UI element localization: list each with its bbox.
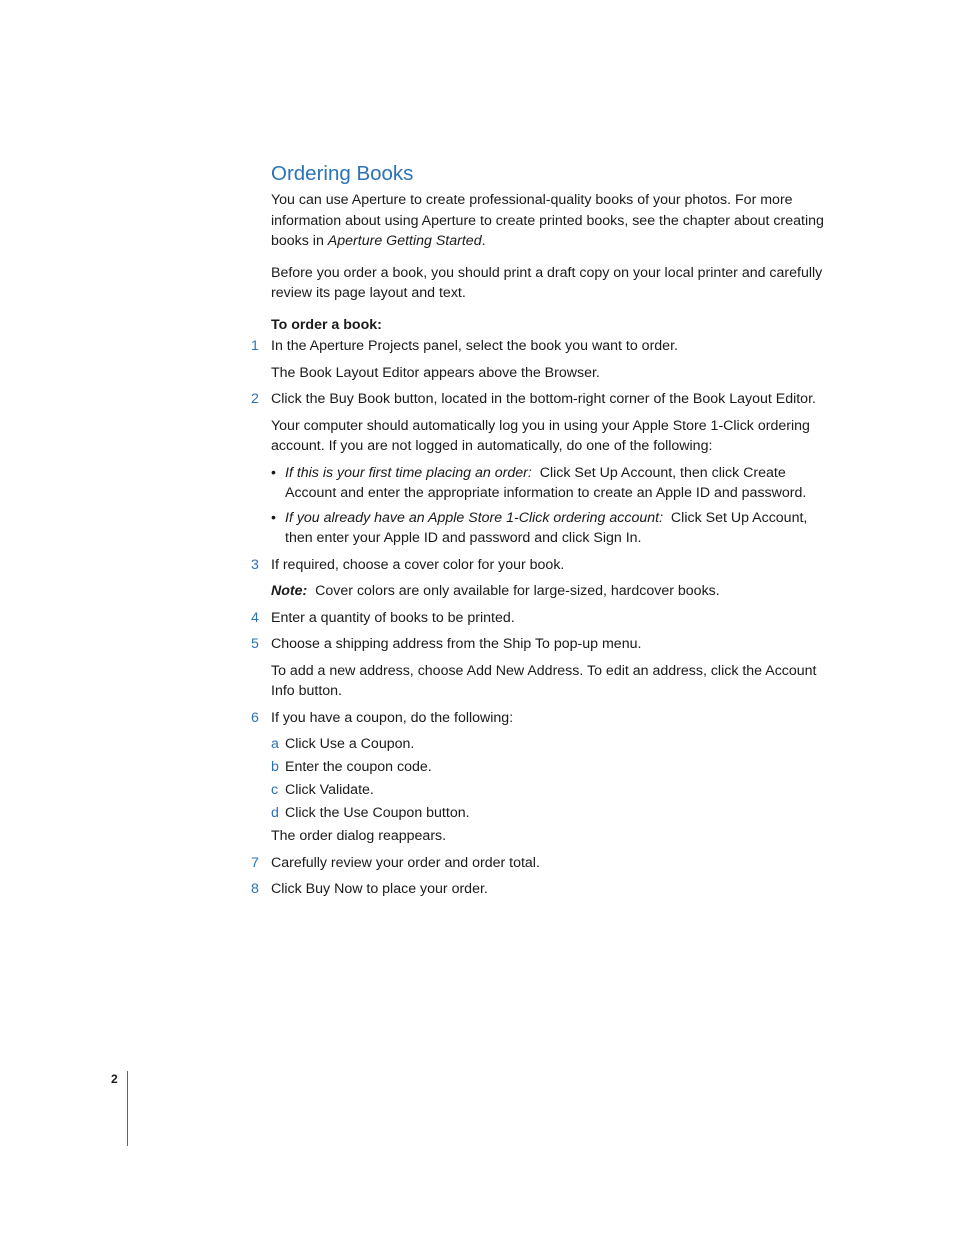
bullet-icon: •: [271, 464, 276, 481]
step-note: [271, 581, 831, 602]
substep-text: Click Validate.: [285, 782, 374, 798]
option-condition: If you already have an Apple Store 1-Click ordering account:: [285, 509, 664, 526]
substep-b: [271, 757, 831, 778]
substep-letter: b: [271, 759, 279, 775]
note-label: Note:: [271, 583, 308, 599]
page-content: [251, 160, 831, 906]
step-text: Click Buy Now to place your order.: [271, 881, 488, 897]
step-number: 7: [251, 854, 259, 871]
step-number: 4: [251, 609, 259, 626]
step-text: Enter a quantity of books to be printed.: [271, 609, 515, 626]
substep-letter: d: [271, 805, 279, 821]
step-result: The order dialog reappears.: [271, 828, 447, 844]
substep-c: [271, 780, 831, 801]
step-1: [251, 336, 831, 383]
margin-rule: [127, 1071, 128, 1146]
list-item: [271, 463, 831, 504]
step-number: 8: [251, 881, 259, 897]
step-number: 6: [251, 709, 259, 726]
procedure-heading: To order a book:: [271, 316, 382, 333]
substep-text: Enter the coupon code.: [285, 759, 432, 775]
intro-paragraph-1: [271, 190, 831, 252]
option-text: Click Set Up Account, then enter your Apple ID and password and click Sign In.: [285, 509, 808, 546]
intro-paragraph-2: Before you order a book, you should print a draft copy on your local printer and carefully review its page layout and text.: [271, 264, 823, 301]
step-number: 1: [251, 338, 259, 354]
step-result: Your computer should automatically log you in using your Apple Store 1-Click ordering account. If you are not logged in automatically, do one of the following:: [271, 417, 810, 454]
substep-letter: a: [271, 736, 279, 752]
step-3: [251, 555, 831, 602]
step-text: Carefully review your order and order total.: [271, 854, 540, 871]
step-text: Choose a shipping address from the Ship To pop-up menu.: [271, 636, 642, 652]
step-6: [251, 708, 831, 847]
step-8: [251, 879, 831, 900]
step-number: 5: [251, 636, 259, 652]
substep-text: Click Use a Coupon.: [285, 736, 415, 752]
page-number: 2: [111, 1072, 118, 1086]
intro-text: You can use Aperture to create professional-quality books of your photos. For more information about using Aperture to create printed books, see the chapter about creating books in: [271, 192, 824, 249]
substep-text: Click the Use Coupon button.: [285, 805, 470, 821]
note-text: Cover colors are only available for large-sized, hardcover books.: [315, 583, 720, 599]
step-text: If required, choose a cover color for your book.: [271, 556, 565, 573]
step-5: [251, 634, 831, 702]
book-title-reference: Aperture Getting Started: [327, 233, 482, 249]
step-result: To add a new address, choose Add New Address. To edit an address, click the Account Info button.: [271, 662, 817, 699]
step-text: If you have a coupon, do the following:: [271, 709, 514, 726]
step-4: [251, 608, 831, 629]
bullet-icon: •: [271, 509, 276, 526]
step-result: The Book Layout Editor appears above the Browser.: [271, 364, 600, 381]
step-7: [251, 853, 831, 874]
list-item: [271, 508, 831, 549]
options-list: [271, 463, 831, 549]
step-2: [251, 389, 831, 555]
section-title: Ordering Books: [271, 162, 414, 185]
intro-period: .: [481, 233, 486, 249]
substep-d: [271, 803, 831, 824]
step-text: Click the Buy Book button, located in the bottom-right corner of the Book Layout Editor.: [271, 391, 816, 407]
step-number: 2: [251, 391, 259, 407]
step-number: 3: [251, 556, 259, 573]
option-text: Click Set Up Account, then click Create Account and enter the appropriate information to create an Apple ID and password.: [285, 464, 807, 501]
substep-a: [271, 734, 831, 755]
option-condition: If this is your first time placing an order:: [285, 464, 532, 481]
step-text: In the Aperture Projects panel, select the book you want to order.: [271, 338, 678, 354]
substep-letter: c: [271, 782, 279, 798]
